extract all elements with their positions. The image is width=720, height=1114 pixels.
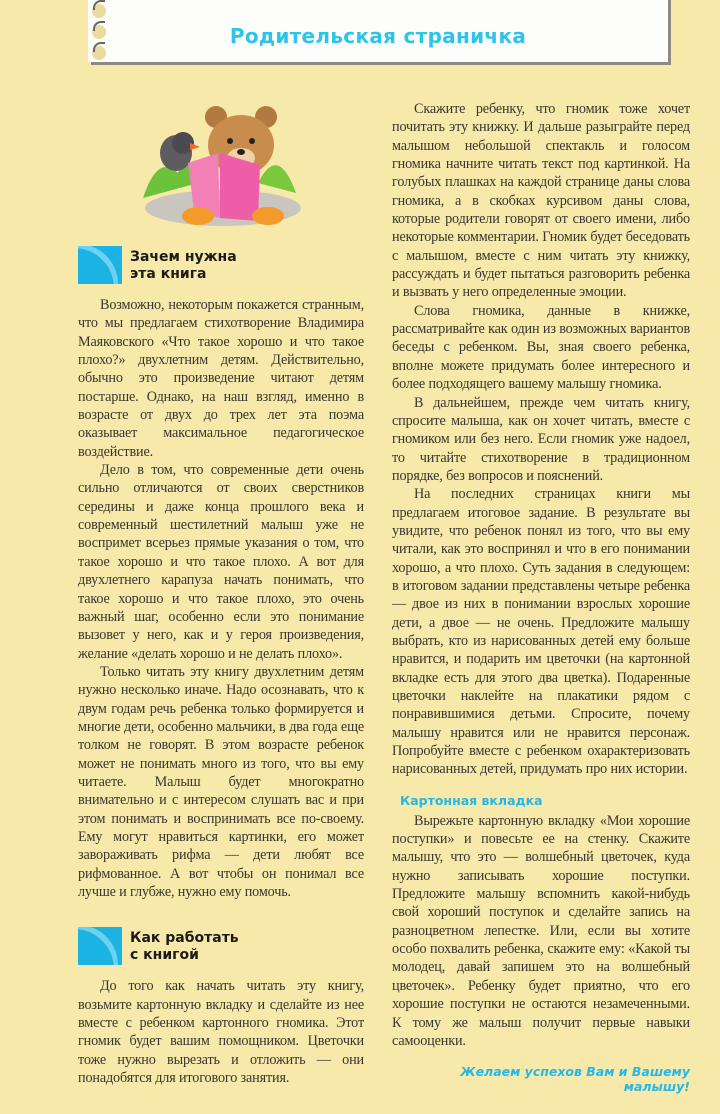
page-header <box>88 0 668 62</box>
section-body <box>78 977 364 1087</box>
section-heading <box>130 246 237 283</box>
paragraph: До того как начать читать эту книгу, возьмите картонную вкладку и сделайте из нее вместе с ребенком картонного гномика. Этот гномик будет вашим помощником. Цветочки тоже нужно вырезать и отложить — они понадобятся для итогового занятия. <box>78 978 364 1087</box>
closing-wish: Желаем успехов Вам и Вашему малышу! <box>460 1064 690 1095</box>
heading-line: Зачем нужна <box>130 249 237 265</box>
left-column <box>78 103 364 1107</box>
paragraph: Слова гномика, данные в книжке, рассматривайте как один из возможных вариантов беседы с ребенком. Вы, зная своего ребенка, вполне можете придумать более интересного и более подходящего вашему малышу гномика. <box>392 302 690 393</box>
paragraph: На последних страницах книги мы предлагаем итоговое задание. В результате вы увидите, что ребенок понял из того, что вы ему читали, как это воспринял и что в его понимании хорошо, а что плохо. Суть задания в следующем: в итоговом задании представлены четыре ребенка — двое из них в понимании взрослых хорошие дети, а двое — не очень. Предложите малышу выбрать, кто из нарисованных детей ему больше нравится, и подарить им цветочки (на картонной вкладке есть для этого два цветка). Подаренные цветочки наклейте на плакатики рядом с понравившимися детьми. Спросите, почему малышу нравится или не нравится персонаж. Попробуйте вместе с ребенком охарактеризовать нарисованных детей, придумать про них истории. <box>392 486 690 778</box>
heading-line: эта книга <box>130 266 207 282</box>
spiral-binding-icon <box>92 4 106 67</box>
section-body-continued <box>392 100 690 779</box>
heading-line: Как работать <box>130 930 239 947</box>
paragraph: Дело в том, что современные дети очень сильно отличаются от своих сверстников середины и даже конца прошлого века и современный шестилетний малыш уже не воспримет всерьез прямые указания о том, что такое хорошо и что такое плохо. А вот для двухлетнего карапуза начать понимать, что такое хорошо и что такое плохо, это очень важный шаг, особенно если это понимание вызовет у него, как и у героя произведения, желание «делать хорошо и не делать плохо». <box>78 462 364 662</box>
paragraph: Возможно, некоторым покажется странным, что мы предлагаем стихотворение Владимира Маяковского «Что такое хорошо и что такое плохо?» двухлетним детям. Действительно, обычно это произведение читают детям постарше. Однако, на наш взгляд, именно в возрасте от двух до трех лет эта поэма оказывает максимальное педагогическое воздействие. <box>78 297 364 460</box>
heading-line: с книгой <box>130 947 199 964</box>
section-header <box>78 927 364 965</box>
right-column <box>392 100 690 1114</box>
page-title: Родительская страничка <box>229 24 527 48</box>
bear-reading-book-illustration <box>138 103 303 228</box>
section-body <box>78 296 364 901</box>
subsection-heading: Картонная вкладка <box>400 792 543 808</box>
paragraph: Только читать эту книгу двухлетним детям нужно несколько иначе. Надо осознавать, что к двум годам речь ребенка только формируется и многие дети, особенно мальчики, в два года еще толком не говорят. В этом возрасте ребенок может не понимать много из того, что вы ему читаете. Малыш будет многократно внимательно и с интересом слушать вас и при этом понимать и воспринимать все по-своему. Ему могут нравиться картинки, его может завораживать рифма — дети любят все рифмованное. А вот чтобы он понимал все лучше и глубже, нужно ему помочь. <box>78 663 364 900</box>
section-heading <box>130 927 239 964</box>
section-header <box>78 246 364 284</box>
subsection-body <box>392 812 690 1050</box>
paragraph: В дальнейшем, прежде чем читать книгу, спросите малыша, как он хочет читать, вместе с гномиком или без него. Если гномик уже надоел, то читайте стихотворение в традиционном порядке, без вопросов и пояснений. <box>392 394 690 484</box>
paragraph: Скажите ребенку, что гномик тоже хочет почитать эту книжку. И дальше разыграйте перед малышом небольшой спектакль и голосом гномика начните читать текст под картинкой. На голубых плашках на каждой странице даны слова гномика, а в скобках курсивом даны слова, которые родители говорят от своего имени, либо некоторые комментарии. Гномик будет беседовать с малышом, вместе с ним читать эту книжку, рассуждать и будет пытаться разговорить ребенка и вызвать у него определенные эмоции. <box>392 101 690 301</box>
paragraph: Вырежьте картонную вкладку «Мои хорошие поступки» и повесьте ее на стенку. Скажите малышу, что это — волшебный цветочек, куда нужно записывать хорошие поступки. Предложите малышу вспомнить какой-нибудь свой хороший поступок и сделайте запись на разноцветном лепестке. Или, если вы хотите особо похвалить ребенка, скажите ему: «Какой ты молодец, давай запишем это на волшебный цветочек». Ребенку будет приятно, что его хорошие поступки не остаются незамеченными. К тому же малыш получит первые навыки самооценки. <box>392 812 690 1049</box>
section-marker-icon <box>78 246 122 284</box>
section-marker-icon <box>78 927 122 965</box>
